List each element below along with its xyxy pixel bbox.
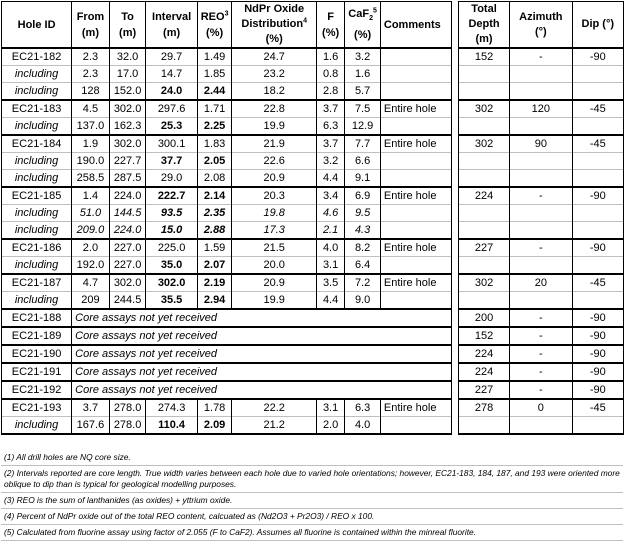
cell-f: 3.5 — [316, 274, 344, 292]
table-row — [2, 83, 624, 101]
cell-from: 192.0 — [72, 257, 110, 275]
cell-to: 144.5 — [109, 205, 146, 222]
cell-f: 4.4 — [316, 292, 344, 310]
cell-f: 3.7 — [316, 135, 344, 153]
table-row — [2, 100, 624, 118]
cell-to: 224.0 — [109, 187, 146, 205]
cell-az — [510, 257, 572, 275]
cell-to: 162.3 — [109, 118, 146, 136]
cell-dip: -90 — [572, 187, 623, 205]
cell-comment — [380, 205, 451, 222]
cell-comment — [380, 66, 451, 83]
cell-comment: Entire hole — [380, 239, 451, 257]
cell-to: 244.5 — [109, 292, 146, 310]
cell-hole: EC21-192 — [2, 381, 72, 399]
cell-from: 1.4 — [72, 187, 110, 205]
cell-from: 190.0 — [72, 153, 110, 170]
cell-ndpr: 23.2 — [232, 66, 316, 83]
cell-interval: 24.0 — [146, 83, 197, 101]
column-gap — [451, 309, 458, 327]
cell-az: - — [510, 327, 572, 345]
cell-f: 1.6 — [316, 48, 344, 66]
cell-depth — [458, 292, 509, 310]
cell-depth: 302 — [458, 274, 509, 292]
table-row — [2, 118, 624, 136]
column-gap — [451, 292, 458, 310]
footnote: (1) All drill holes are NQ core size. — [1, 450, 623, 466]
cell-interval: 29.7 — [146, 48, 197, 66]
column-gap — [451, 222, 458, 240]
cell-dip — [572, 205, 623, 222]
column-gap — [451, 66, 458, 83]
cell-ndpr: 18.2 — [232, 83, 316, 101]
cell-depth: 224 — [458, 345, 509, 363]
cell-depth — [458, 257, 509, 275]
cell-dip: -45 — [572, 100, 623, 118]
cell-depth: 152 — [458, 327, 509, 345]
cell-to: 278.0 — [109, 417, 146, 435]
cell-depth: 302 — [458, 135, 509, 153]
cell-az: 20 — [510, 274, 572, 292]
cell-dip — [572, 292, 623, 310]
cell-az: 90 — [510, 135, 572, 153]
footnotes — [1, 450, 623, 541]
cell-caf: 6.6 — [345, 153, 381, 170]
cell-dip: -45 — [572, 135, 623, 153]
cell-interval: 35.0 — [146, 257, 197, 275]
cell-comment — [380, 417, 451, 435]
cell-ndpr: 20.3 — [232, 187, 316, 205]
table-row — [2, 135, 624, 153]
header-from: From (m) — [72, 2, 110, 49]
table-row — [2, 239, 624, 257]
column-gap — [451, 363, 458, 381]
cell-reo: 2.14 — [197, 187, 232, 205]
cell-az — [510, 83, 572, 101]
cell-from: 4.5 — [72, 100, 110, 118]
cell-dip: -90 — [572, 345, 623, 363]
cell-from: 2.0 — [72, 239, 110, 257]
cell-to: 302.0 — [109, 274, 146, 292]
cell-dip: -90 — [572, 309, 623, 327]
cell-f: 6.3 — [316, 118, 344, 136]
cell-f: 0.8 — [316, 66, 344, 83]
cell-az: - — [510, 48, 572, 66]
cell-from: 258.5 — [72, 170, 110, 188]
cell-interval: 225.0 — [146, 239, 197, 257]
cell-reo: 1.85 — [197, 66, 232, 83]
cell-interval: 297.6 — [146, 100, 197, 118]
cell-assays: Core assays not yet received — [72, 345, 452, 363]
cell-from: 51.0 — [72, 205, 110, 222]
cell-depth — [458, 66, 509, 83]
cell-f: 3.1 — [316, 257, 344, 275]
cell-az: - — [510, 309, 572, 327]
cell-reo: 2.44 — [197, 83, 232, 101]
column-gap — [451, 2, 458, 49]
cell-hole: including — [2, 153, 72, 170]
cell-comment — [380, 222, 451, 240]
cell-f: 2.0 — [316, 417, 344, 435]
column-gap — [451, 381, 458, 399]
cell-reo: 1.71 — [197, 100, 232, 118]
footnote: (3) REO is the sum of lanthanides (as oxides) + yttrium oxide. — [1, 493, 623, 509]
cell-comment — [380, 170, 451, 188]
cell-az: - — [510, 239, 572, 257]
cell-from: 3.7 — [72, 399, 110, 417]
cell-caf: 1.6 — [345, 66, 381, 83]
cell-assays: Core assays not yet received — [72, 381, 452, 399]
cell-dip — [572, 66, 623, 83]
cell-comment: Entire hole — [380, 100, 451, 118]
column-gap — [451, 135, 458, 153]
table-row — [2, 399, 624, 417]
table-row — [2, 327, 624, 345]
cell-az: - — [510, 345, 572, 363]
footnote: (5) Calculated from fluorine assay using factor of 2.055 (F to CaF2). Assumes all fluorine is contained within the minreal fluorite. — [1, 525, 623, 541]
cell-f: 3.1 — [316, 399, 344, 417]
header-dip: Dip (°) — [572, 2, 623, 49]
cell-hole: including — [2, 66, 72, 83]
cell-from: 1.9 — [72, 135, 110, 153]
cell-assays: Core assays not yet received — [72, 327, 452, 345]
cell-from: 128 — [72, 83, 110, 101]
cell-hole: EC21-184 — [2, 135, 72, 153]
table-row — [2, 381, 624, 399]
cell-comment — [380, 292, 451, 310]
column-gap — [451, 187, 458, 205]
cell-depth — [458, 118, 509, 136]
cell-dip — [572, 222, 623, 240]
column-gap — [451, 118, 458, 136]
table-row — [2, 187, 624, 205]
cell-from: 209.0 — [72, 222, 110, 240]
cell-f: 3.2 — [316, 153, 344, 170]
drill-results-table — [1, 1, 624, 435]
column-gap — [451, 205, 458, 222]
cell-to: 227.0 — [109, 239, 146, 257]
table-row — [2, 345, 624, 363]
cell-interval: 29.0 — [146, 170, 197, 188]
column-gap — [451, 239, 458, 257]
cell-to: 224.0 — [109, 222, 146, 240]
cell-f: 4.6 — [316, 205, 344, 222]
cell-reo: 2.35 — [197, 205, 232, 222]
cell-caf: 6.3 — [345, 399, 381, 417]
table-row — [2, 309, 624, 327]
cell-hole: including — [2, 170, 72, 188]
cell-comment: Entire hole — [380, 399, 451, 417]
cell-hole: EC21-185 — [2, 187, 72, 205]
cell-f: 4.0 — [316, 239, 344, 257]
cell-dip: -45 — [572, 399, 623, 417]
cell-to: 17.0 — [109, 66, 146, 83]
cell-caf: 7.5 — [345, 100, 381, 118]
cell-ndpr: 21.9 — [232, 135, 316, 153]
cell-from: 4.7 — [72, 274, 110, 292]
cell-depth — [458, 417, 509, 435]
table-row — [2, 274, 624, 292]
cell-caf: 7.2 — [345, 274, 381, 292]
cell-to: 32.0 — [109, 48, 146, 66]
cell-ndpr: 24.7 — [232, 48, 316, 66]
table-row — [2, 205, 624, 222]
header-azimuth: Azimuth (°) — [510, 2, 572, 49]
cell-ndpr: 20.9 — [232, 274, 316, 292]
header-interval: Interval (m) — [146, 2, 197, 49]
cell-hole: EC21-187 — [2, 274, 72, 292]
table-body — [2, 48, 624, 434]
column-gap — [451, 327, 458, 345]
cell-dip — [572, 417, 623, 435]
cell-az: - — [510, 187, 572, 205]
cell-reo: 1.78 — [197, 399, 232, 417]
cell-az — [510, 153, 572, 170]
cell-az: 120 — [510, 100, 572, 118]
cell-hole: EC21-188 — [2, 309, 72, 327]
cell-assays: Core assays not yet received — [72, 363, 452, 381]
cell-from: 137.0 — [72, 118, 110, 136]
cell-dip — [572, 118, 623, 136]
cell-to: 278.0 — [109, 399, 146, 417]
cell-depth: 152 — [458, 48, 509, 66]
cell-comment — [380, 257, 451, 275]
table-row — [2, 417, 624, 435]
cell-ndpr: 20.0 — [232, 257, 316, 275]
cell-hole: including — [2, 292, 72, 310]
cell-az: - — [510, 363, 572, 381]
cell-reo: 2.05 — [197, 153, 232, 170]
cell-depth: 224 — [458, 363, 509, 381]
cell-caf: 5.7 — [345, 83, 381, 101]
cell-hole: including — [2, 417, 72, 435]
cell-depth — [458, 153, 509, 170]
header-total-depth: Total Depth (m) — [458, 2, 509, 49]
cell-depth: 224 — [458, 187, 509, 205]
cell-from: 2.3 — [72, 48, 110, 66]
cell-reo: 1.83 — [197, 135, 232, 153]
cell-f: 3.4 — [316, 187, 344, 205]
column-gap — [451, 83, 458, 101]
cell-to: 302.0 — [109, 135, 146, 153]
cell-reo: 1.59 — [197, 239, 232, 257]
cell-caf: 7.7 — [345, 135, 381, 153]
table-row — [2, 153, 624, 170]
cell-comment: Entire hole — [380, 187, 451, 205]
cell-ndpr: 22.2 — [232, 399, 316, 417]
cell-to: 152.0 — [109, 83, 146, 101]
cell-interval: 300.1 — [146, 135, 197, 153]
header-reo: REO$^3$ (%) — [197, 2, 232, 49]
cell-f: 2.8 — [316, 83, 344, 101]
cell-az — [510, 118, 572, 136]
cell-comment — [380, 48, 451, 66]
cell-depth: 278 — [458, 399, 509, 417]
cell-f: 3.7 — [316, 100, 344, 118]
column-gap — [451, 345, 458, 363]
cell-hole: EC21-186 — [2, 239, 72, 257]
table-row — [2, 363, 624, 381]
cell-comment — [380, 153, 451, 170]
cell-dip: -90 — [572, 327, 623, 345]
cell-assays: Core assays not yet received — [72, 309, 452, 327]
cell-dip: -90 — [572, 239, 623, 257]
cell-to: 287.5 — [109, 170, 146, 188]
cell-reo: 2.88 — [197, 222, 232, 240]
cell-interval: 93.5 — [146, 205, 197, 222]
cell-caf: 8.2 — [345, 239, 381, 257]
cell-depth — [458, 205, 509, 222]
cell-interval: 15.0 — [146, 222, 197, 240]
header-f: F (%) — [316, 2, 344, 49]
cell-depth: 227 — [458, 239, 509, 257]
cell-ndpr: 19.9 — [232, 292, 316, 310]
cell-az — [510, 417, 572, 435]
footnote: (4) Percent of NdPr oxide out of the total REO content, calcuated as (Nd2O3 + Pr2O3) / REO x 100. — [1, 509, 623, 525]
cell-dip — [572, 83, 623, 101]
cell-dip: -90 — [572, 381, 623, 399]
cell-depth — [458, 170, 509, 188]
cell-from: 167.6 — [72, 417, 110, 435]
header-comments: Comments — [380, 2, 451, 49]
cell-caf: 4.3 — [345, 222, 381, 240]
header-hole-id: Hole ID — [2, 2, 72, 49]
cell-ndpr: 21.5 — [232, 239, 316, 257]
cell-dip — [572, 170, 623, 188]
cell-dip: -90 — [572, 48, 623, 66]
cell-dip: -90 — [572, 363, 623, 381]
cell-depth: 302 — [458, 100, 509, 118]
cell-az — [510, 222, 572, 240]
cell-reo: 2.07 — [197, 257, 232, 275]
cell-comment — [380, 118, 451, 136]
cell-interval: 110.4 — [146, 417, 197, 435]
cell-az — [510, 170, 572, 188]
cell-caf: 9.5 — [345, 205, 381, 222]
column-gap — [451, 100, 458, 118]
cell-interval: 302.0 — [146, 274, 197, 292]
cell-f: 4.4 — [316, 170, 344, 188]
cell-hole: including — [2, 83, 72, 101]
cell-hole: EC21-193 — [2, 399, 72, 417]
column-gap — [451, 274, 458, 292]
cell-interval: 222.7 — [146, 187, 197, 205]
cell-caf: 9.0 — [345, 292, 381, 310]
table-row — [2, 257, 624, 275]
cell-reo: 2.19 — [197, 274, 232, 292]
cell-hole: EC21-191 — [2, 363, 72, 381]
cell-caf: 6.9 — [345, 187, 381, 205]
cell-az — [510, 205, 572, 222]
cell-ndpr: 19.8 — [232, 205, 316, 222]
cell-reo: 2.94 — [197, 292, 232, 310]
column-gap — [451, 417, 458, 435]
cell-comment: Entire hole — [380, 274, 451, 292]
table-row — [2, 66, 624, 83]
cell-comment — [380, 83, 451, 101]
cell-caf: 9.1 — [345, 170, 381, 188]
cell-depth — [458, 83, 509, 101]
cell-hole: EC21-190 — [2, 345, 72, 363]
cell-interval: 14.7 — [146, 66, 197, 83]
cell-to: 227.7 — [109, 153, 146, 170]
cell-from: 2.3 — [72, 66, 110, 83]
column-gap — [451, 399, 458, 417]
cell-ndpr: 22.6 — [232, 153, 316, 170]
column-gap — [451, 153, 458, 170]
cell-reo: 2.08 — [197, 170, 232, 188]
cell-depth: 227 — [458, 381, 509, 399]
cell-hole: EC21-182 — [2, 48, 72, 66]
cell-hole: including — [2, 205, 72, 222]
cell-az: - — [510, 381, 572, 399]
cell-reo: 1.49 — [197, 48, 232, 66]
table-row — [2, 48, 624, 66]
cell-interval: 37.7 — [146, 153, 197, 170]
cell-hole: including — [2, 118, 72, 136]
header-caf: CaF$_2^5$ (%) — [345, 2, 381, 49]
column-gap — [451, 257, 458, 275]
cell-az: 0 — [510, 399, 572, 417]
cell-depth: 200 — [458, 309, 509, 327]
cell-az — [510, 292, 572, 310]
cell-ndpr: 17.3 — [232, 222, 316, 240]
header-to: To (m) — [109, 2, 146, 49]
cell-caf: 6.4 — [345, 257, 381, 275]
cell-comment: Entire hole — [380, 135, 451, 153]
cell-dip: -45 — [572, 274, 623, 292]
column-gap — [451, 170, 458, 188]
cell-ndpr: 19.9 — [232, 118, 316, 136]
cell-caf: 3.2 — [345, 48, 381, 66]
cell-to: 227.0 — [109, 257, 146, 275]
cell-dip — [572, 257, 623, 275]
footnote: (2) Intervals reported are core length. True width varies between each hole due to varied hole orientations; however, EC21-183, 184, 187, and 193 were oriented more oblique to dip than is typical for geological modelling purposes. — [1, 466, 623, 493]
cell-ndpr: 21.2 — [232, 417, 316, 435]
cell-to: 302.0 — [109, 100, 146, 118]
cell-hole: EC21-183 — [2, 100, 72, 118]
cell-reo: 2.09 — [197, 417, 232, 435]
table-row — [2, 170, 624, 188]
cell-ndpr: 22.8 — [232, 100, 316, 118]
cell-interval: 25.3 — [146, 118, 197, 136]
cell-caf: 12.9 — [345, 118, 381, 136]
cell-reo: 2.25 — [197, 118, 232, 136]
cell-hole: EC21-189 — [2, 327, 72, 345]
column-gap — [451, 48, 458, 66]
cell-f: 2.1 — [316, 222, 344, 240]
header-ndpr: NdPr Oxide Distribution$^4$ (%) — [232, 2, 316, 49]
cell-hole: including — [2, 222, 72, 240]
cell-hole: including — [2, 257, 72, 275]
cell-dip — [572, 153, 623, 170]
cell-interval: 274.3 — [146, 399, 197, 417]
table-header-row — [2, 2, 624, 49]
cell-az — [510, 66, 572, 83]
table-row — [2, 292, 624, 310]
cell-ndpr: 20.9 — [232, 170, 316, 188]
table-row — [2, 222, 624, 240]
cell-from: 209 — [72, 292, 110, 310]
cell-caf: 4.0 — [345, 417, 381, 435]
cell-interval: 35.5 — [146, 292, 197, 310]
cell-depth — [458, 222, 509, 240]
